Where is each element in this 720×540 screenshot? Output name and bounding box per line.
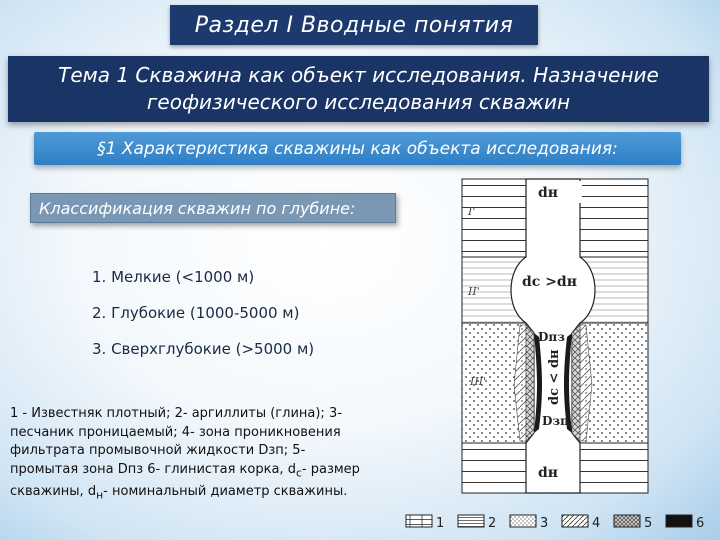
legend-line-5-subscript: н xyxy=(96,488,104,502)
list-item-superdeep: 3. Сверхглубокие (>5000 м) xyxy=(92,340,315,358)
label-dc-greater-dn: dс >dн xyxy=(522,274,577,290)
legend-num-5: 5 xyxy=(644,516,653,531)
legend-num-4: 4 xyxy=(592,516,601,531)
layer-limestone-right xyxy=(580,179,648,257)
label-dc-less-dn: dс < dн xyxy=(547,349,562,405)
list-item-deep: 2. Глубокие (1000-5000 м) xyxy=(92,304,300,322)
legend-swatch-3 xyxy=(510,515,536,527)
legend-num-3: 3 xyxy=(540,516,549,531)
label-dn-top: dн xyxy=(538,185,559,201)
layer-limestone-left-bottom xyxy=(462,443,526,493)
layer-limestone-left xyxy=(462,179,526,257)
layer-mark-2: II' xyxy=(468,285,480,298)
washed-zone-right xyxy=(572,325,580,441)
washed-zone-left xyxy=(526,325,534,441)
legend-swatch-5 xyxy=(614,515,640,527)
legend-line-4a: промытая зона Dпз 6- глинистая корка, d xyxy=(10,461,296,477)
legend-line-4-subscript: c xyxy=(295,466,302,480)
topic-title xyxy=(8,56,709,122)
legend-swatch-4 xyxy=(562,515,588,527)
label-dpz: Dпз xyxy=(538,330,565,344)
legend-bar xyxy=(404,510,714,532)
legend-swatch-2 xyxy=(458,515,484,527)
layer-mark-1: I' xyxy=(468,205,476,218)
legend-line-5a: скважины, d xyxy=(10,483,97,499)
section-title: Раздел I Вводные понятия xyxy=(170,5,538,45)
legend-num-6: 6 xyxy=(696,516,705,531)
label-dzp: Dзп xyxy=(542,414,569,428)
legend-line-2: песчаник проницаемый; 4- зона проникновения xyxy=(10,424,341,440)
topic-title-line2: геофизического исследования скважин xyxy=(146,90,571,114)
label-dn-bottom: dн xyxy=(538,465,559,481)
legend-line-4b: - размер xyxy=(301,461,360,477)
legend-description xyxy=(10,405,405,505)
layer-mark-3: III' xyxy=(470,375,487,388)
classification-title: Классификация скважин по глубине: xyxy=(30,193,396,223)
legend-line-3: фильтрата промывочной жидкости Dзп; 5- xyxy=(10,443,306,458)
legend-swatch-6 xyxy=(666,515,692,527)
legend-line-5b: - номинальный диаметр скважины. xyxy=(103,483,348,499)
legend-swatch-1 xyxy=(406,515,432,527)
list-item-shallow: 1. Мелкие (<1000 м) xyxy=(92,268,255,286)
topic-title-line1: Тема 1 Скважина как объект исследования. Назначение xyxy=(58,63,659,87)
paragraph-title: §1 Характеристика скважины как объекта исследования: xyxy=(34,132,681,165)
legend-line-1: 1 - Известняк плотный; 2- аргиллиты (глина); 3- xyxy=(10,406,342,421)
legend-num-2: 2 xyxy=(488,516,497,531)
layer-limestone-right-bottom xyxy=(580,443,648,493)
legend-num-1: 1 xyxy=(436,516,445,531)
borehole-diagram xyxy=(440,175,710,505)
